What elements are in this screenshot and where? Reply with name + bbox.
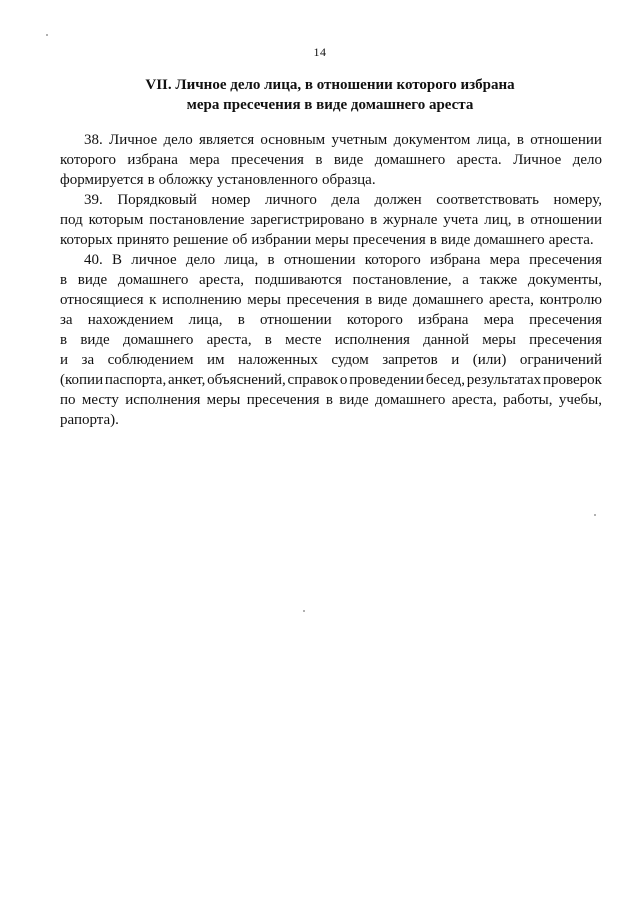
text-line: которого избрана мера пресечения в виде домашнего ареста. Личное дело [60, 152, 602, 168]
scan-speck [46, 34, 48, 36]
paragraph [60, 130, 602, 190]
text-line: под которым постановление зарегистрировано в журнале учета лиц, в отношении [60, 212, 602, 228]
paragraph [60, 250, 602, 430]
text-line: в виде домашнего ареста, в месте исполнения данной меры пресечения [60, 332, 602, 348]
text-line: формируется в обложку установленного образца. [60, 172, 376, 188]
text-line: 38. Личное дело является основным учетным документом лица, в отношении [84, 132, 602, 148]
text-line: которых принято решение об избрании меры пресечения в виде домашнего ареста. [60, 232, 594, 248]
text-line: (копии паспорта, анкет, объяснений, справок о проведении бесед, результатах проверок [60, 372, 602, 388]
text-line: относящиеся к исполнению меры пресечения в виде домашнего ареста, контролю [60, 292, 602, 308]
paragraph [60, 190, 602, 250]
scan-speck [303, 610, 305, 612]
text-line: и за соблюдением им наложенных судом запретов и (или) ограничений [60, 352, 602, 368]
page-number: 14 [313, 45, 327, 59]
section-heading [60, 75, 600, 115]
text-line: за нахождением лица, в отношении которого избрана мера пресечения [60, 312, 602, 328]
text-line: в виде домашнего ареста, подшиваются постановление, а также документы, [60, 272, 602, 288]
text-line: 40. В личное дело лица, в отношении которого избрана мера пресечения [84, 252, 602, 268]
heading-line: мера пресечения в виде домашнего ареста [186, 97, 474, 113]
document-body [60, 130, 602, 430]
scan-speck [594, 514, 596, 516]
text-line: рапорта). [60, 412, 119, 428]
text-line: 39. Порядковый номер личного дела должен соответствовать номеру, [84, 192, 602, 208]
heading-line: VII. Личное дело лица, в отношении которого избрана [145, 77, 515, 93]
text-line: по месту исполнения меры пресечения в виде домашнего ареста, работы, учебы, [60, 392, 602, 408]
